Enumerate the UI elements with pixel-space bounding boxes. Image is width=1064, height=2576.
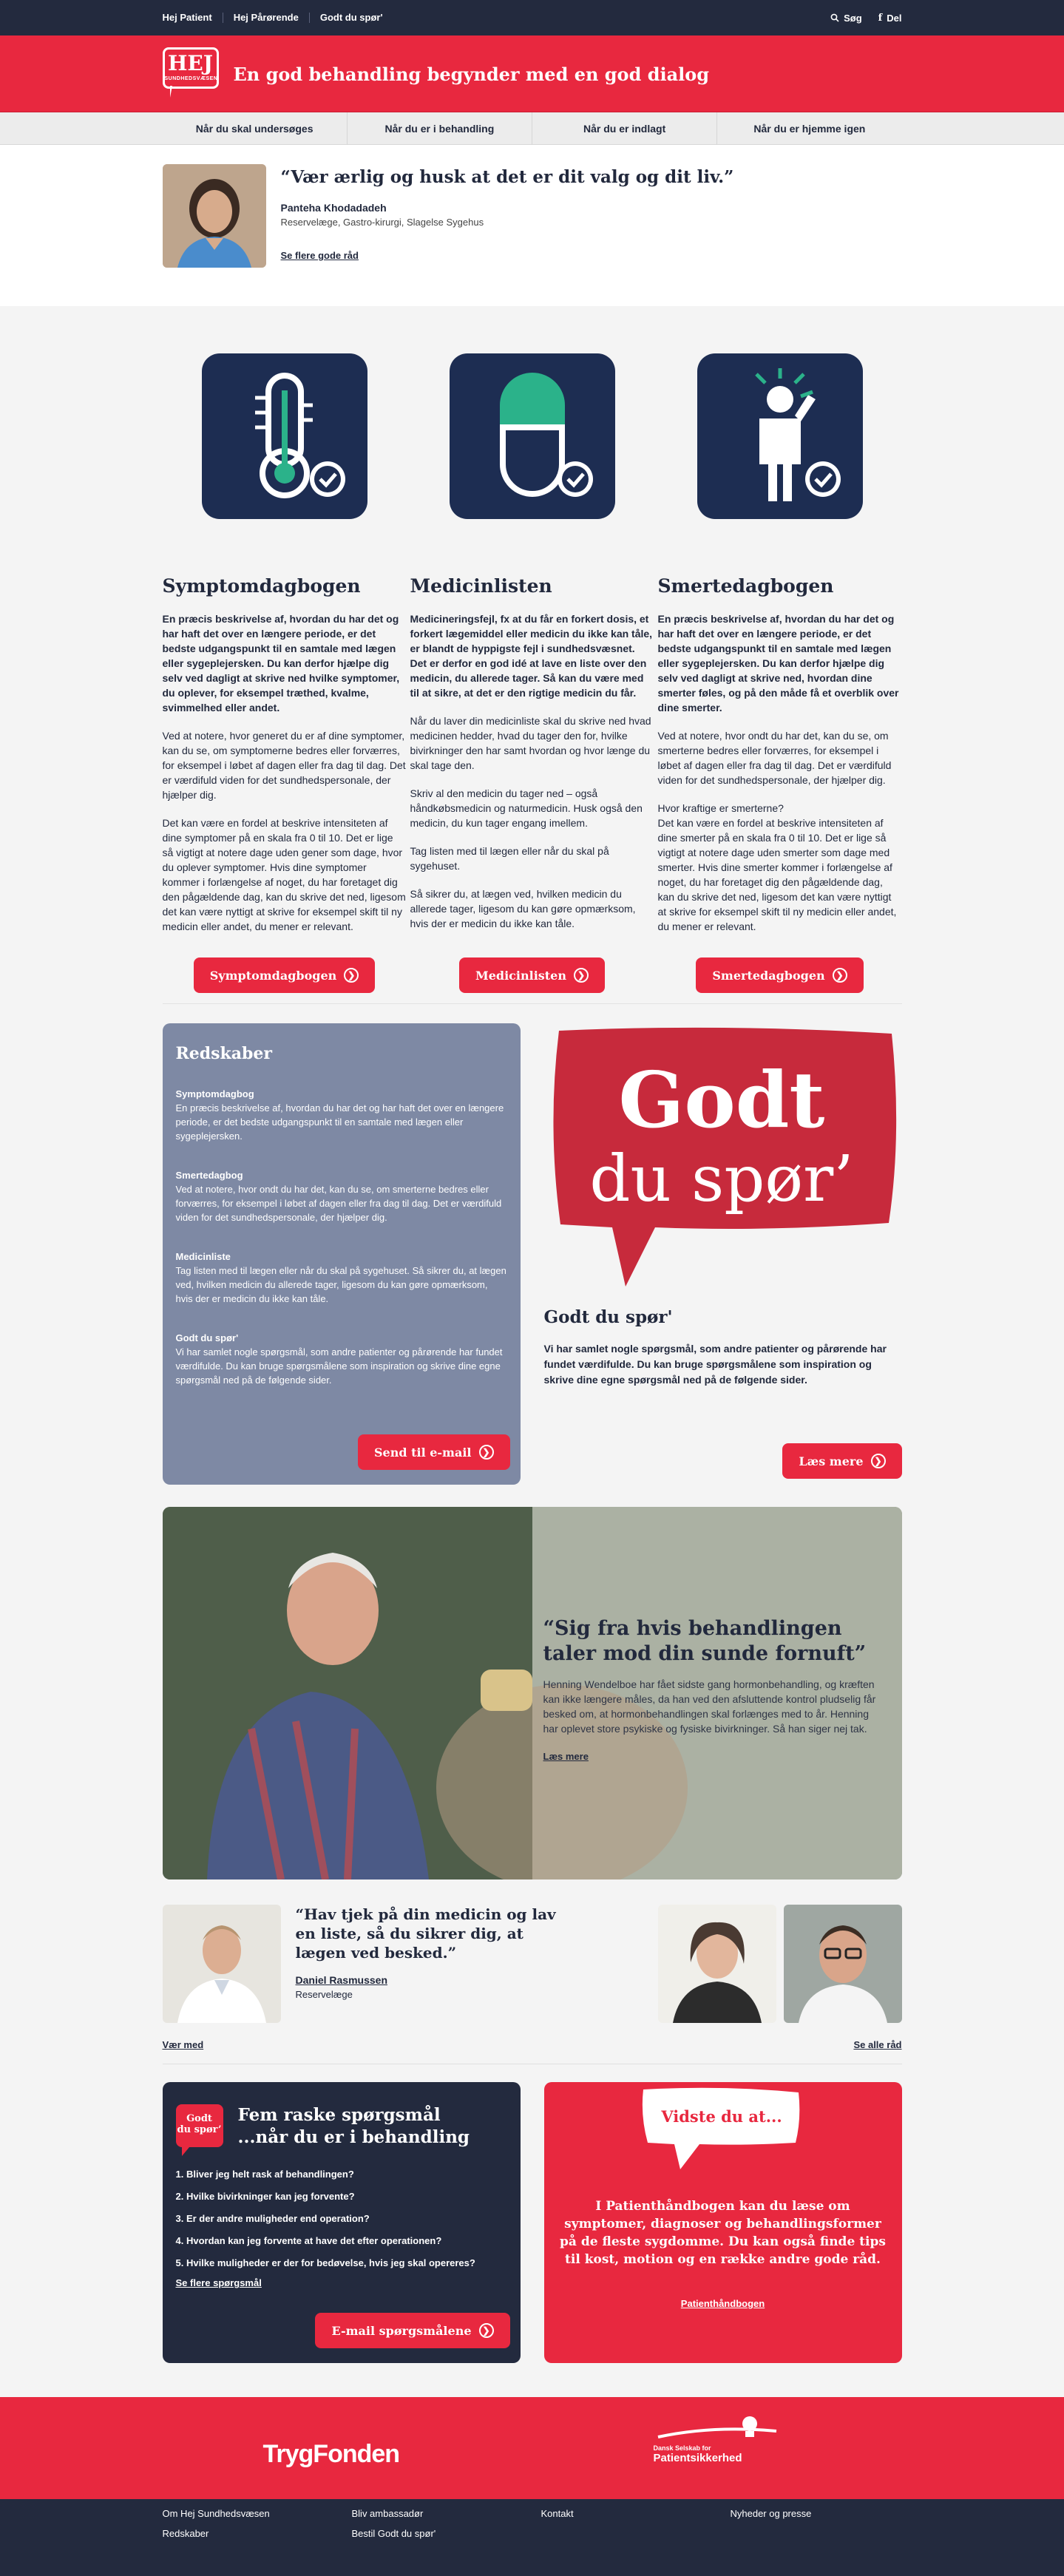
item-title: Godt du spør' — [175, 1332, 239, 1343]
nav-item-indlagt[interactable]: Når du er indlagt — [532, 112, 716, 145]
redskaber-item — [176, 1251, 507, 1306]
logo-subtext: SUNDHEDSVÆSEN — [164, 76, 218, 81]
email-questions-button[interactable] — [315, 2313, 509, 2348]
godt-du-spoer-badge — [176, 2104, 223, 2147]
nav-item-hjemme[interactable]: Når du er hjemme igen — [716, 112, 901, 145]
arrow-right-icon: ❯ — [479, 1445, 494, 1460]
link-hej-patient[interactable]: Hej Patient — [162, 12, 212, 23]
quote-section — [0, 145, 1064, 306]
vaer-med-link[interactable]: Vær med — [162, 2039, 204, 2050]
item-text: En præcis beskrivelse af, hvordan du har det og har haft det over en længere periode, er det bedste udgangspunkt til en samtale med lægen eller sygeplejersken. — [175, 1102, 504, 1142]
share-button[interactable] — [878, 13, 902, 24]
arrow-right-icon: ❯ — [871, 1454, 886, 1468]
godt-du-spoer-logo — [544, 1023, 902, 1297]
item-title: Symptomdagbog — [175, 1088, 254, 1099]
arrow-right-icon: ❯ — [479, 2323, 494, 2338]
nav-item-undersoeges[interactable]: Når du skal undersøges — [195, 123, 314, 135]
search-button[interactable] — [830, 13, 862, 24]
question-item: 3. Er der andre muligheder end operation? — [175, 2213, 370, 2224]
footer-link-redskaber[interactable]: Redskaber — [162, 2528, 209, 2539]
footer-link-nyheder[interactable]: Nyheder og presse — [730, 2508, 812, 2519]
vidste-body: I Patienthåndbogen kan du læse om symptomer, diagnoser og behandlingsformer på de fleste sygdomme. Du kan også finde tips til kost, motion og en række andre gode råd. — [560, 2199, 886, 2267]
redskaber-item — [176, 1088, 507, 1143]
ambassador-role: Reservelæge — [295, 1989, 353, 2000]
ambassador-name[interactable]: Daniel Rasmussen — [295, 1974, 387, 1986]
site-footer — [0, 2499, 1064, 2576]
patienthaandbogen-link[interactable]: Patienthåndbogen — [680, 2298, 765, 2309]
tool-paragraph: Tag listen med til lægen eller når du skal på sygehuset. — [410, 845, 609, 872]
tool-lead: En præcis beskrivelse af, hvordan du har det og har haft det over en længere periode, er det bedste udgangspunkt til en samtale med lægen eller sygeplejersken. Du kan derfor hjælpe dig selv ved dagligt at skrive ned hvilke symptomer, du oplever, for eksempel træthed, kvalme, svimmelhed eller andet. — [162, 613, 400, 714]
ambassador-photo[interactable] — [658, 1905, 776, 2023]
dsp-small-text: Dansk Selskab for — [653, 2444, 711, 2452]
question-item: 4. Hvordan kan jeg forvente at have det efter operationen? — [175, 2235, 442, 2246]
tool-paragraph: Hvor kraftige er smerterne? Det kan være en fordel at beskrive intensiteten af dine smerter på en skala fra 0 til 10. Det er lige så vigtigt at notere dage uden smerter som dage med smerter. Hvis dine smerter kommer i forlængelse af noget, du har foretaget dig den pågældende dag, kan du skrive det ned, ligesom det kan være nyttigt at skrive for eksempel skift til ny medicin eller andet, du mener er relevant. — [657, 802, 897, 932]
dsp-big-text: Patientsikkerhed — [653, 2452, 742, 2464]
tool-lead: Medicineringsfejl, fx at du får en forkert dosis, et forkert lægemiddel eller medicin du ikke kan tåle, er blandt de hyppigste fejl i sundhedsvæsnet. Det er derfor en god idé at lave en liste over den medicin, du allerede tager. Så kan du være med til at sikre, at det er den rigtige medicin du får. — [410, 613, 653, 699]
question-item: 1. Bliver jeg helt rask af behandlingen? — [175, 2169, 354, 2180]
badge-line-1: Godt — [186, 2113, 212, 2124]
button-label: Symptomdagbogen — [209, 968, 337, 983]
footer-link-om[interactable]: Om Hej Sundhedsvæsen — [162, 2508, 270, 2519]
ambassador-photo[interactable] — [784, 1905, 902, 2023]
fem-title — [238, 2104, 470, 2149]
main-nav — [0, 112, 1064, 145]
logo-line-1: Godt — [618, 1054, 824, 1145]
link-godt-du-spoer[interactable]: Godt du spør' — [309, 13, 393, 23]
button-label: E-mail spørgsmålene — [331, 2323, 472, 2338]
ambassador-footer — [163, 2039, 902, 2064]
item-text: Vi har samlet nogle spørgsmål, som andre patienter og pårørende har fundet værdifulde. Du kan bruge spørgsmålene som inspiration og skrive dine egne spørgsmål ned på de følgende sider. — [175, 1346, 503, 1386]
doctor-portrait — [163, 164, 266, 268]
tool-title: Symptomdagbogen — [162, 575, 361, 597]
tool-paragraph: Ved at notere, hvor generet du er af dine symptomer, kan du se, om symptomerne bedres eller forværres, for eksempel i løbet af dagen eller fra dag til dag. Det er værdifuld viden for det sundhedspersonale, der hjælper dig. — [162, 730, 406, 801]
questions-list — [176, 2163, 507, 2274]
tool-lead: En præcis beskrivelse af, hvordan du har det og har haft det over en længere periode, er det bedste udgangspunkt til en samtale med lægen eller sygeplejersken. Du kan derfor hjælpe dig selv ved dagligt at skrive ned, hvordan dine smerter føles, og på den måde få et overblik over dine smerter. — [657, 613, 899, 714]
tool-title: Smertedagbogen — [657, 575, 834, 597]
button-label: Send til e-mail — [373, 1445, 472, 1460]
redskaber-item — [176, 1170, 507, 1224]
button-label: Medicinlisten — [475, 968, 566, 983]
patientsikkerhed-icon — [654, 2415, 779, 2444]
arrow-right-icon: ❯ — [833, 968, 847, 983]
vidste-du-at-card — [544, 2082, 902, 2363]
button-label: Smertedagbogen — [712, 968, 825, 983]
more-advice-link[interactable]: Se flere gode råd — [280, 250, 359, 261]
item-text: Ved at notere, hvor ondt du har det, kan du se, om smerterne bedres eller forværres, for eksempel i løbet af dagen eller fra dag til dag. Det er værdifuld viden for det sundhedspersonale, der hjælper dig. — [175, 1184, 502, 1223]
item-title: Medicinliste — [175, 1251, 231, 1262]
symptomdagbogen-button[interactable] — [194, 957, 376, 993]
thermometer-check-icon[interactable] — [202, 353, 367, 519]
ambassador-quote — [163, 1905, 902, 2030]
share-label: Del — [887, 12, 902, 24]
smertedagbogen-button[interactable] — [696, 957, 863, 993]
tool-buttons-row — [163, 957, 902, 1004]
se-alle-raad-link[interactable]: Se alle råd — [853, 2039, 902, 2050]
footer-link-ambassador[interactable]: Bliv ambassadør — [351, 2508, 424, 2519]
medicinlisten-button[interactable] — [459, 957, 605, 993]
fem-title-line-2: ...når du er i behandling — [237, 2127, 470, 2147]
tool-paragraph: Når du laver din medicinliste skal du skrive ned hvad medicinen hedder, hvad du tager den for, hvilke bivirkninger den har samt hvordan og hvor længe du skal tage den. — [410, 715, 651, 771]
quote-author: Panteha Khodadadeh — [280, 202, 387, 214]
godt-du-spoer-card — [544, 1023, 902, 1485]
feature-read-more-link[interactable]: Læs mere — [543, 1751, 589, 1762]
arrow-right-icon: ❯ — [344, 968, 359, 983]
footer-link-kontakt[interactable]: Kontakt — [541, 2508, 574, 2519]
logo-text: HEJ — [167, 51, 214, 75]
send-email-button[interactable] — [358, 1434, 510, 1470]
redskaber-title: Redskaber — [175, 1044, 273, 1063]
logo-line-2: du spør’ — [589, 1142, 854, 1216]
tools-section — [0, 306, 1064, 2363]
ambassador-photo — [163, 1905, 281, 2023]
laes-mere-button[interactable] — [782, 1443, 901, 1479]
fem-spoergsmaal-card — [163, 2082, 521, 2363]
tool-paragraph: Ved at notere, hvor ondt du har det, kan du se, om smerterne bedres eller forværres, for eksempel i løbet af dagen eller fra dag til dag. Det er værdifuld viden for det sundhedspersonale, der hjælper dig. — [657, 730, 892, 786]
feature-story — [163, 1507, 902, 1880]
tool-paragraph: Skriv al den medicin du tager ned – også håndkøbsmedicin og naturmedicin. Husk også den medicin, du kun tager engang imellem. — [410, 787, 643, 829]
question-item: 5. Hvilke muligheder er der for bedøvelse, hvis jeg skal opereres? — [175, 2257, 475, 2268]
tool-title: Medicinlisten — [410, 575, 552, 597]
item-text: Tag listen med til lægen eller når du skal på sygehuset. Så sikrer du, at lægen ved, hvilken medicin du allerede tager, ligesom du kan gøre opmærksom, hvis der er medicin du ikke kan tåle. — [175, 1265, 506, 1304]
facebook-icon: f — [878, 12, 883, 24]
feature-title: “Sig fra hvis behandlingen taler mod din sunde fornuft” — [543, 1617, 867, 1665]
audience-links — [163, 13, 393, 23]
fem-title-line-1: Fem raske spørgsmål — [237, 2105, 441, 2125]
item-title: Smertedagbog — [175, 1170, 243, 1181]
patientsikkerhed-logo[interactable] — [654, 2415, 787, 2464]
feature-text: Henning Wendelboe har fået sidste gang hormonbehandling, og kræften kan ikke længere måles, da han ved den afsluttende kontrol pludselig får besked om, at hormonbehandlingen skal forlænges med to år. Henning har oplevet store psykiske og fysiske bivirkninger. Så han siger nej tak. — [543, 1678, 876, 1735]
tool-medicinliste — [410, 353, 654, 934]
godt-description: Vi har samlet nogle spørgsmål, som andre patienter og pårørende har fundet værdifulde. Du kan bruge spørgsmålene som inspiration og skrive dine egne spørgsmål ned på de følgende sider. — [543, 1343, 887, 1386]
link-hej-paaroerende[interactable]: Hej Pårørende — [223, 13, 309, 23]
trygfonden-logo[interactable]: TrygFonden — [262, 2440, 400, 2468]
arrow-right-icon: ❯ — [574, 968, 589, 983]
top-bar — [0, 0, 1064, 35]
badge-line-2: du spør’ — [177, 2124, 222, 2135]
tool-symptomdagbog — [163, 353, 407, 934]
quote-text: “Vær ærlig og husk at det er dit valg og dit liv.” — [280, 167, 734, 187]
footer-link-bestil[interactable]: Bestil Godt du spør' — [351, 2528, 436, 2539]
site-logo[interactable] — [163, 47, 219, 101]
vidste-heading: Vidste du at... — [660, 2107, 782, 2126]
tool-paragraph: Så sikrer du, at lægen ved, hvilken medicin du allerede tager, ligesom du kan gøre opmærksom, hvis der er medicin du ikke kan tåle. — [410, 888, 636, 929]
question-item: 2. Hvilke bivirkninger kan jeg forvente? — [175, 2191, 355, 2202]
godt-title: Godt du spør' — [543, 1307, 673, 1327]
person-pain-check-icon[interactable] — [697, 353, 863, 519]
redskaber-card — [163, 1023, 521, 1485]
tool-paragraph: Det kan være en fordel at beskrive intensiteten af dine symptomer på en skala fra 0 til 10. Det er lige så vigtigt at notere dage uden gener som dage, hvor du oplever symptomer. Hvis dine symptomer kommer i forlængelse af noget, du har foretaget dig den pågældende dag, kan du skrive det ned, ligesom det kan være nyttigt at skrive for eksempel skift til ny medicin eller andet, du mener er relevant. — [162, 817, 406, 932]
ambassador-quote-text: “Hav tjek på din medicin og lav en liste, så du sikrer dig, at lægen ved besked.” — [295, 1905, 556, 1962]
sponsors-band — [0, 2397, 1064, 2499]
site-tagline: En god behandling begynder med en god dialog — [233, 63, 710, 85]
tool-smertedagbog — [658, 353, 902, 934]
nav-item-behandling[interactable]: Når du er i behandling — [347, 112, 532, 145]
search-label: Søg — [844, 12, 862, 24]
search-icon — [830, 13, 839, 22]
quote-role: Reservelæge, Gastro-kirurgi, Slagelse Sygehus — [280, 217, 484, 228]
redskaber-item — [176, 1332, 507, 1387]
site-header — [0, 35, 1064, 112]
button-label: Læs mere — [799, 1454, 864, 1468]
pill-check-icon[interactable] — [450, 353, 615, 519]
more-questions-link[interactable]: Se flere spørgsmål — [175, 2277, 262, 2288]
